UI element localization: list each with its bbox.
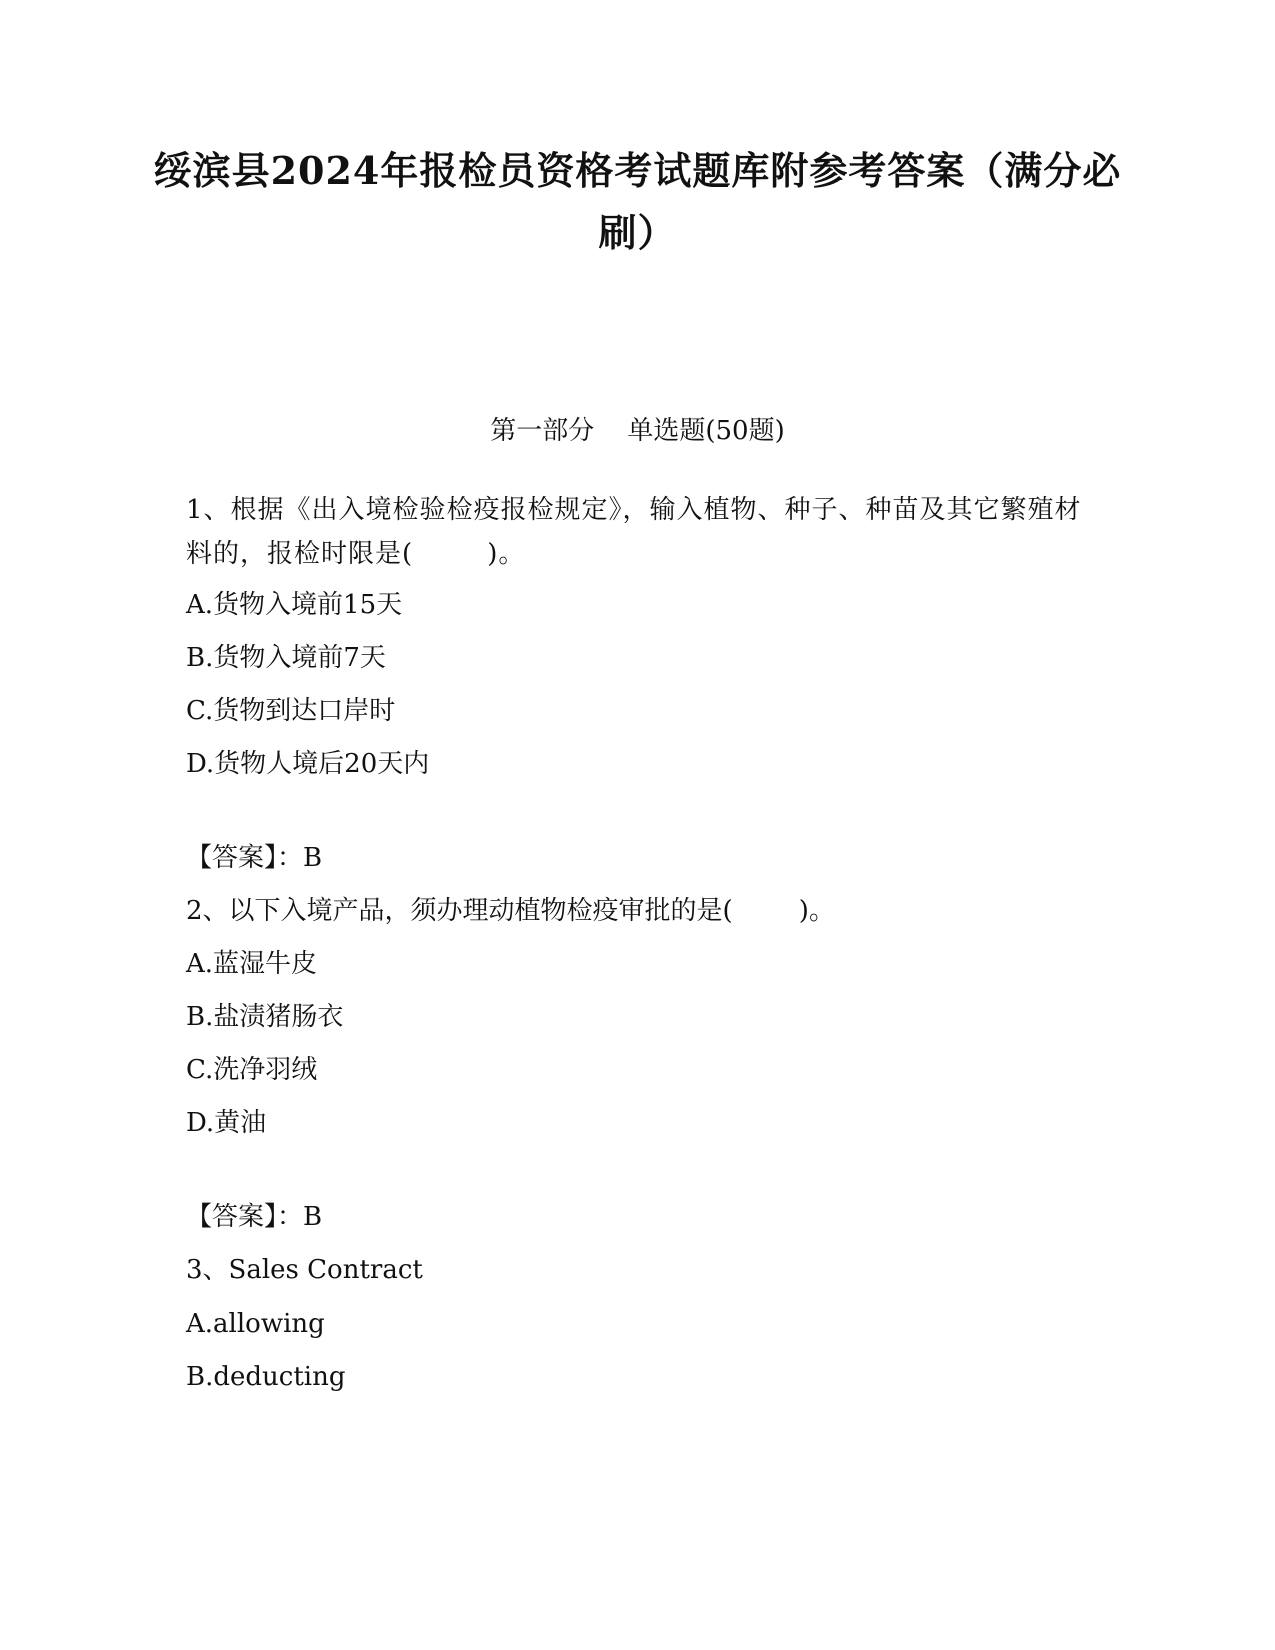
question-2-option-d: D.黄油 <box>186 1108 267 1138</box>
question-2-option-b: B.盐渍猪肠衣 <box>186 1002 344 1032</box>
section-heading: 第一部分 单选题(50题) <box>490 416 785 446</box>
question-3-stem: 3、Sales Contract <box>186 1255 423 1285</box>
question-1-answer: 【答案】：B <box>186 843 323 873</box>
question-1-option-c: C.货物到达口岸时 <box>186 696 396 726</box>
question-1-option-a: A.货物入境前15天 <box>186 590 403 620</box>
question-3-option-a: A.allowing <box>186 1309 325 1339</box>
question-3-option-b: B.deducting <box>186 1362 346 1392</box>
document-title: 绥滨县2024年报检员资格考试题库附参考答案（满分必刷） <box>153 148 1122 255</box>
question-2-stem: 2、以下入境产品，须办理动植物检疫审批的是( )。 <box>186 896 835 926</box>
question-2-answer: 【答案】：B <box>186 1202 323 1232</box>
question-1-option-b: B.货物入境前7天 <box>186 643 386 673</box>
question-1-option-d: D.货物人境后20天内 <box>186 749 430 779</box>
question-2-option-a: A.蓝湿牛皮 <box>186 949 318 979</box>
question-1-stem: 1、根据《出入境检验检疫报检规定》，输入植物、种子、种苗及其它繁殖材料的，报检时限是( )。 <box>186 495 1082 569</box>
question-2-option-c: C.洗净羽绒 <box>186 1055 318 1085</box>
